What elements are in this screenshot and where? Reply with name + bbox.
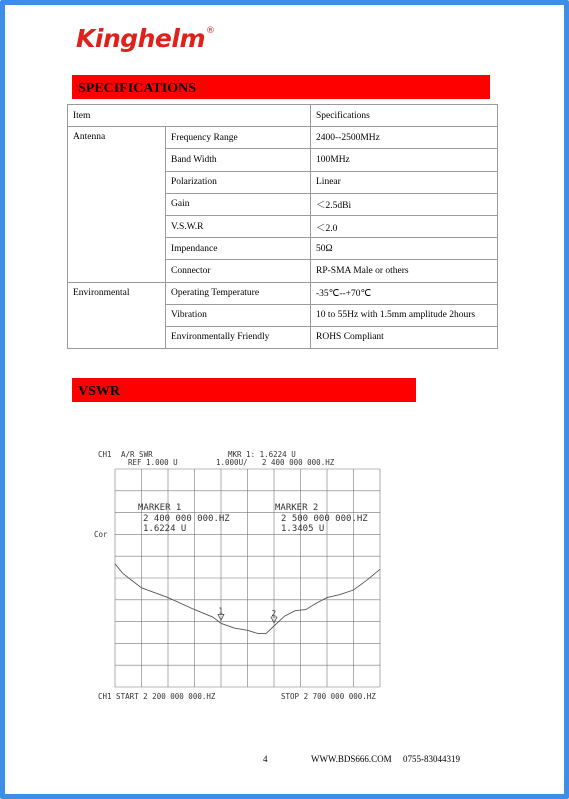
marker1-frequency: 2 400 000 000.HZ (143, 514, 230, 524)
spec-value: ＜2.5dBi (311, 193, 498, 215)
brand-name: Kinghelm (76, 24, 206, 53)
group-label: Antenna (68, 127, 166, 282)
plot-marker-readout: MKR 1: 1.6224 U (228, 450, 296, 459)
spec-parameter: Environmentally Friendly (166, 326, 311, 348)
brand-logo (76, 24, 214, 53)
plot-ref: REF 1.000 U (128, 458, 178, 467)
spec-parameter: Connector (166, 260, 311, 282)
spec-value: RP-SMA Male or others (311, 260, 498, 282)
marker2-title: MARKER 2 (275, 503, 319, 513)
plot-mode: A/R SWR (121, 450, 153, 459)
specifications-table (67, 104, 498, 349)
spec-value: 50Ω (311, 238, 498, 260)
spec-parameter: Polarization (166, 171, 311, 193)
group-label: Environmental (68, 282, 166, 349)
marker-number: 1 (218, 606, 224, 616)
registered-mark: ® (206, 26, 215, 36)
spec-parameter: Band Width (166, 149, 311, 171)
plot-stop: STOP 2 700 000 000.HZ (281, 692, 376, 701)
table-header-row (68, 105, 498, 127)
spec-value: 100MHz (311, 149, 498, 171)
marker1-title: MARKER 1 (138, 503, 182, 513)
page-number: 4 (263, 754, 268, 764)
spec-value: -35℃--+70℃ (311, 282, 498, 304)
phone-number: 0755-83044319 (403, 754, 460, 764)
spec-parameter: V.S.W.R (166, 215, 311, 237)
spec-parameter: Vibration (166, 304, 311, 326)
spec-parameter: Impendance (166, 238, 311, 260)
section-header-specifications: SPECIFICATIONS (72, 75, 490, 99)
plot-scale: 1.000U/ (216, 458, 248, 467)
spec-parameter: Gain (166, 193, 311, 215)
spec-value: ＜2.0 (311, 215, 498, 237)
plot-channel: CH1 (98, 450, 112, 459)
marker2-frequency: 2 500 000 000.HZ (281, 514, 368, 524)
header-item: Item (68, 105, 311, 127)
spec-value: 10 to 55Hz with 1.5mm amplitude 2hours (311, 304, 498, 326)
plot-side-label: Cor (94, 530, 108, 539)
spec-parameter: Operating Temperature (166, 282, 311, 304)
marker2-value: 1.3405 U (281, 524, 325, 534)
section-header-vswr: VSWR (72, 378, 416, 402)
spec-parameter: Frequency Range (166, 127, 311, 149)
vswr-chart (88, 445, 388, 707)
spec-value: ROHS Compliant (311, 326, 498, 348)
plot-marker-frequency: 2 400 000 000.HZ (262, 458, 335, 467)
plot-grid (115, 469, 380, 687)
table-row (68, 282, 498, 304)
website: WWW.BDS666.COM (311, 754, 392, 764)
spec-value: Linear (311, 171, 498, 193)
spec-value: 2400--2500MHz (311, 127, 498, 149)
marker1-value: 1.6224 U (143, 524, 187, 534)
marker-number: 2 (271, 608, 277, 618)
plot-start: CH1 START 2 200 000 000.HZ (98, 692, 216, 701)
header-specifications: Specifications (311, 105, 498, 127)
table-row (68, 127, 498, 149)
